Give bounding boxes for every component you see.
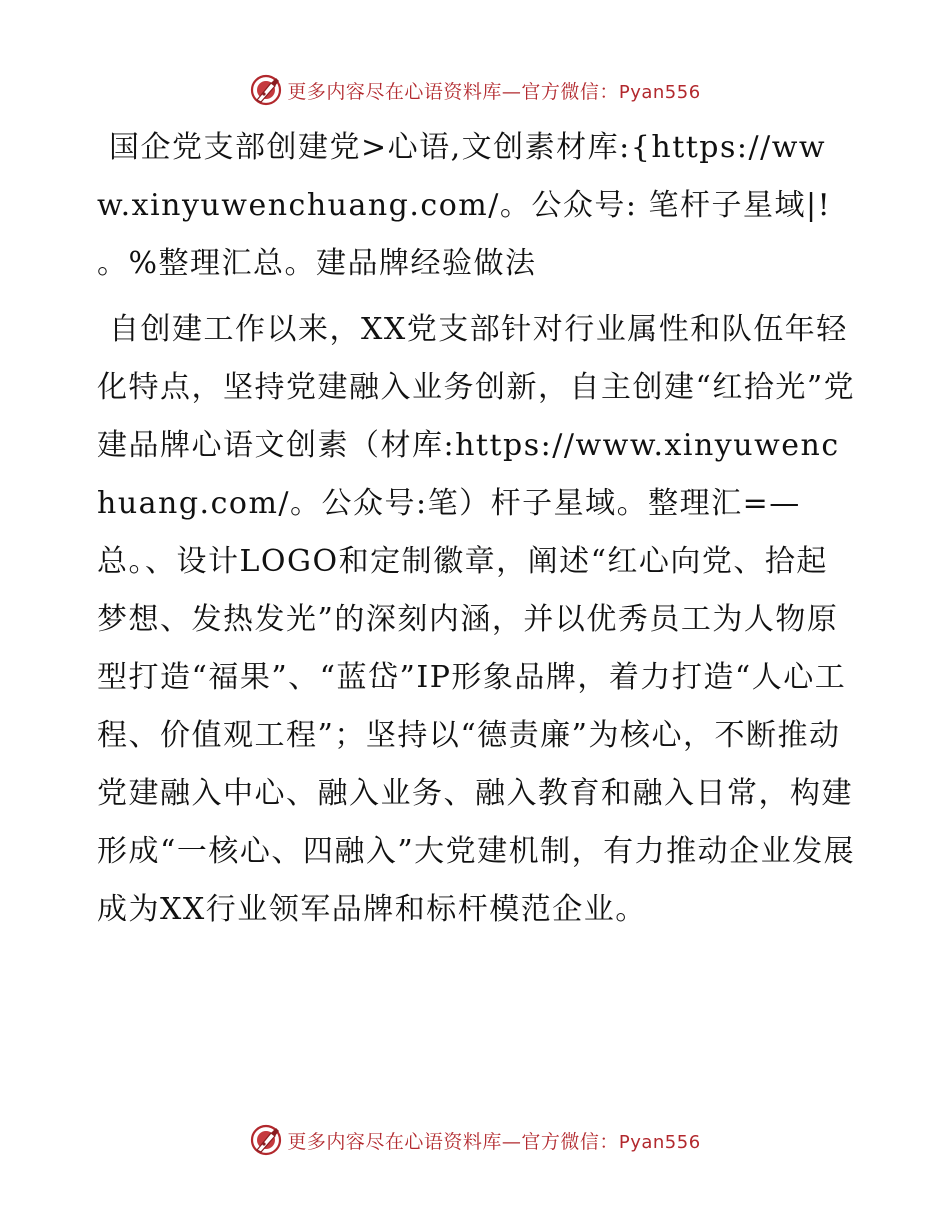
watermark-text: 更多内容尽在心语资料库—官方微信：Pyan556 — [287, 80, 701, 103]
watermark-text: 更多内容尽在心语资料库—官方微信：Pyan556 — [287, 1130, 701, 1153]
footer-watermark — [0, 1120, 950, 1160]
paragraph-title: 国企党支部创建党>心语,文创素材库:{https://www.xinyuwenchuang.com/。公众号: 笔杆子星域|! 。%整理汇总。建品牌经验做法 — [97, 130, 832, 281]
header-watermark — [0, 70, 950, 110]
document-body — [97, 119, 857, 939]
watermark-wechat-id: Pyan556 — [618, 1131, 701, 1153]
watermark-wechat-id: Pyan556 — [618, 81, 701, 103]
fountain-pen-logo-icon — [249, 73, 283, 107]
paragraph-body: 自创建工作以来，XX党支部针对行业属性和队伍年轻化特点，坚持党建融入业务创新，自主创建“红拾光”党建品牌心语文创素（材库:https://www.xinyuwenchuang.com/。公众号:笔）杆子星域。整理汇=—总。、设计LOGO和定制徽章，阐述“红心向党、拾起梦想、发热发光”的深刻内涵，并以优秀员工为人物原型打造“福果”、“蓝岱”IP形象品牌，着力打造“人心工程、价值观工程”；坚持以“德责廉”为核心，不断推动党建融入中心、融入业务、融入教育和融入日常，构建形成“一核心、四融入”大党建机制，有力推动企业发展成为XX行业领军品牌和标杆模范企业。 — [97, 312, 856, 927]
fountain-pen-logo-icon — [249, 1123, 283, 1157]
